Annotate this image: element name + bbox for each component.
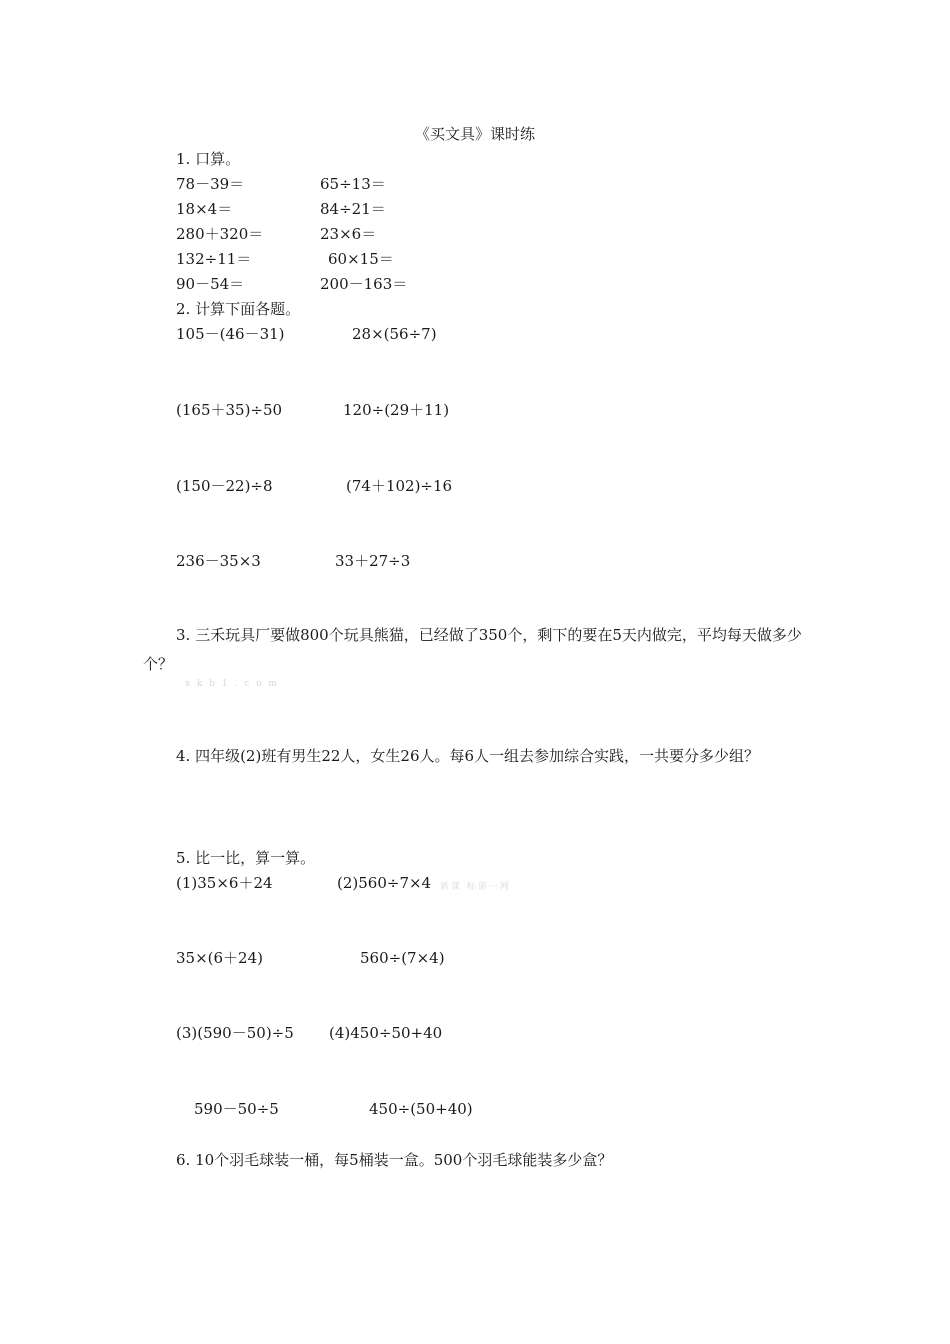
q1-left-item: 132÷11＝: [176, 250, 252, 268]
q2-expression: 236－35×3: [176, 552, 261, 570]
q5-expression: 560÷(7×4): [360, 949, 445, 967]
q3-text: 3. 三禾玩具厂要做800个玩具熊猫，已经做了350个，剩下的要在5天内做完，平均每天做多少个？: [143, 626, 802, 673]
q1-right-item: 65÷13＝: [320, 175, 386, 193]
q5-heading: 5. 比一比，算一算。: [176, 849, 316, 867]
q1-right-item: 23×6＝: [320, 225, 377, 243]
q2-expression: 120÷(29＋11): [343, 401, 450, 419]
q5-expression: (1)35×6＋24: [176, 874, 273, 892]
q4-text: 4. 四年级(2)班有男生22人，女生26人。每6人一组去参加综合实践，一共要分多少组？: [176, 747, 760, 765]
q5-expression: 590－50÷5: [194, 1100, 279, 1118]
q5-expression: (2)560÷7×4: [337, 874, 432, 892]
q1-left-item: 18×4＝: [176, 200, 233, 218]
q5-expression: (3)(590－50)÷5: [176, 1024, 294, 1042]
q5-expression: 35×(6＋24): [176, 949, 263, 967]
watermark: 新课 标第一网: [440, 882, 511, 892]
q1-left-item: 90－54＝: [176, 275, 245, 293]
page-title: 《买文具》课时练: [414, 125, 535, 143]
q2-expression: 33＋27÷3: [335, 552, 411, 570]
q2-expression: 28×(56÷7): [352, 325, 437, 343]
q1-left-item: 280＋320＝: [176, 225, 264, 243]
q2-expression: (150－22)÷8: [176, 477, 273, 495]
q2-expression: (165＋35)÷50: [176, 401, 283, 419]
q2-expression: 105－(46－31): [176, 325, 285, 343]
q1-right-item: 84÷21＝: [320, 200, 386, 218]
q1-right-item: 200－163＝: [320, 275, 408, 293]
q2-heading: 2. 计算下面各题。: [176, 300, 301, 318]
q5-expression: (4)450÷50+40: [329, 1024, 443, 1042]
q5-expression: 450÷(50+40): [369, 1100, 473, 1118]
q6-text: 6. 10个羽毛球装一桶，每5桶装一盒。500个羽毛球能装多少盒？: [176, 1151, 613, 1169]
watermark: x k b 1 . c o m: [185, 679, 279, 689]
q2-expression: (74＋102)÷16: [346, 477, 453, 495]
q1-heading: 1. 口算。: [176, 150, 241, 168]
q1-left-item: 78－39＝: [176, 175, 245, 193]
q1-right-item: 60×15＝: [328, 250, 394, 268]
